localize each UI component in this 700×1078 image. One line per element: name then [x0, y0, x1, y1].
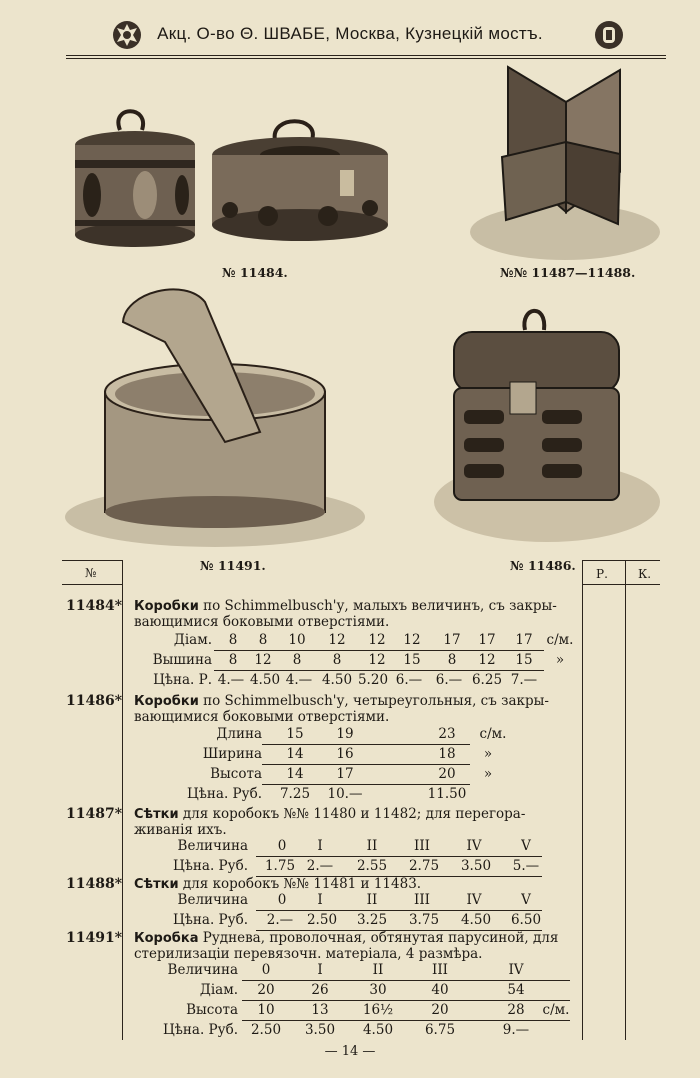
- rule-11491-a: [242, 980, 570, 981]
- column-header-no: №: [85, 566, 97, 580]
- rule-11488-a: [256, 910, 542, 911]
- page-number: — 14 —: [324, 1044, 376, 1059]
- rule-11491-b: [242, 1000, 570, 1001]
- description-11491: Коробка Руднева, проволочная, обтянутая парусиной, для: [134, 930, 559, 946]
- article-number-11487: 11487*: [66, 806, 123, 822]
- table-row-11486-price: Цѣна. Руб. 7.25 10.— 11.50: [187, 786, 467, 802]
- rule-11484-a: [214, 650, 544, 651]
- table-row-11488-price: Цѣна. Руб. 2.— 2.50 3.25 3.75 4.50 6.50: [173, 912, 542, 928]
- description-11486-line2: вающимися боковыми отверстіями.: [134, 709, 390, 725]
- rule-11486-c: [262, 784, 470, 785]
- table-row-11484-height: Вышина 8 12 8 8 12 15 8 12 15 »: [152, 652, 565, 668]
- table-row-11488-size: Величина 0 I II III IV V: [177, 892, 531, 908]
- article-number-11491: 11491*: [66, 930, 123, 946]
- table-rule-top-right: [582, 560, 660, 561]
- description-11484-line2: вающимися боковыми отверстіями.: [134, 614, 390, 630]
- column-header-rub: Р.: [596, 567, 608, 581]
- table-row-11484-diam: Діам. 8 8 10 12 12 12 17 17 17 с/м.: [173, 632, 574, 648]
- article-number-11488: 11488*: [66, 876, 123, 892]
- rule-11484-b: [214, 670, 544, 671]
- partition-nets-illustration: [470, 62, 665, 262]
- description-11487: Сѣтки для коробокъ №№ 11480 и 11482; для перегора-: [134, 806, 526, 822]
- description-11487-line2: живанія ихъ.: [134, 822, 227, 838]
- crest-emblem-icon: [592, 18, 626, 52]
- description-11486: Коробки по Schimmelbusch'у, четыреугольныя, съ закры-: [134, 693, 549, 709]
- table-row-11491-height: Высота 10 13 16½ 20 28 с/м.: [186, 1002, 570, 1018]
- table-row-11486-width: Ширина 14 16 18 »: [202, 746, 493, 762]
- table-row-11491-size: Величина 0 I II III IV: [167, 962, 524, 978]
- table-row-11487-price: Цѣна. Руб. 1.75 2.— 2.55 2.75 3.50 5.—: [173, 858, 540, 874]
- round-boxes-illustration: [70, 100, 390, 255]
- caption-11487-11488: №№ 11487—11488.: [500, 265, 636, 280]
- header-rule-2: [66, 58, 666, 59]
- rule-11486-b: [262, 764, 470, 765]
- table-row-11487-size: Величина 0 I II III IV V: [177, 838, 531, 854]
- rule-11487-a: [256, 856, 542, 857]
- table-row-11491-price: Цѣна. Руб. 2.50 3.50 4.50 6.75 9.—: [163, 1022, 530, 1038]
- table-row-11486-height: Высота 14 17 20 »: [210, 766, 493, 782]
- column-header-kop: К.: [638, 567, 652, 581]
- rule-11486-a: [262, 744, 470, 745]
- rule-11491-c: [242, 1020, 570, 1021]
- table-rule-head-right: [582, 584, 660, 585]
- table-rule-top-left: [62, 560, 122, 561]
- article-number-11484: 11484*: [66, 598, 123, 614]
- table-rule-head-left: [62, 584, 122, 585]
- description-11484: Коробки по Schimmelbusch'у, малыхъ величинъ, съ закры-: [134, 598, 557, 614]
- article-number-11486: 11486*: [66, 693, 123, 709]
- header-title: Акц. О-во Θ. ШВАБЕ, Москва, Кузнецкій мостъ.: [157, 24, 543, 43]
- rudnev-box-illustration: [65, 282, 375, 554]
- description-11491-line2: стерилизаціи перевязочн. матеріала, 4 размѣра.: [134, 946, 483, 962]
- caption-11484: № 11484.: [222, 265, 288, 280]
- header-rule: [66, 55, 666, 56]
- table-row-11491-diam: Діам. 20 26 30 40 54: [199, 982, 525, 998]
- caption-11491: № 11491.: [200, 558, 266, 573]
- table-row-11484-price: Цѣна. Р. 4.— 4.50 4.— 4.50 5.20 6.— 6.— 6.25 7.—: [153, 672, 538, 688]
- description-11488: Сѣтки для коробокъ №№ 11481 и 11483.: [134, 876, 422, 892]
- square-box-illustration: [432, 302, 662, 550]
- caption-11486: № 11486.: [510, 558, 576, 573]
- page-header: [0, 14, 700, 58]
- table-row-11486-length: Длина 15 19 23 с/м.: [216, 726, 507, 742]
